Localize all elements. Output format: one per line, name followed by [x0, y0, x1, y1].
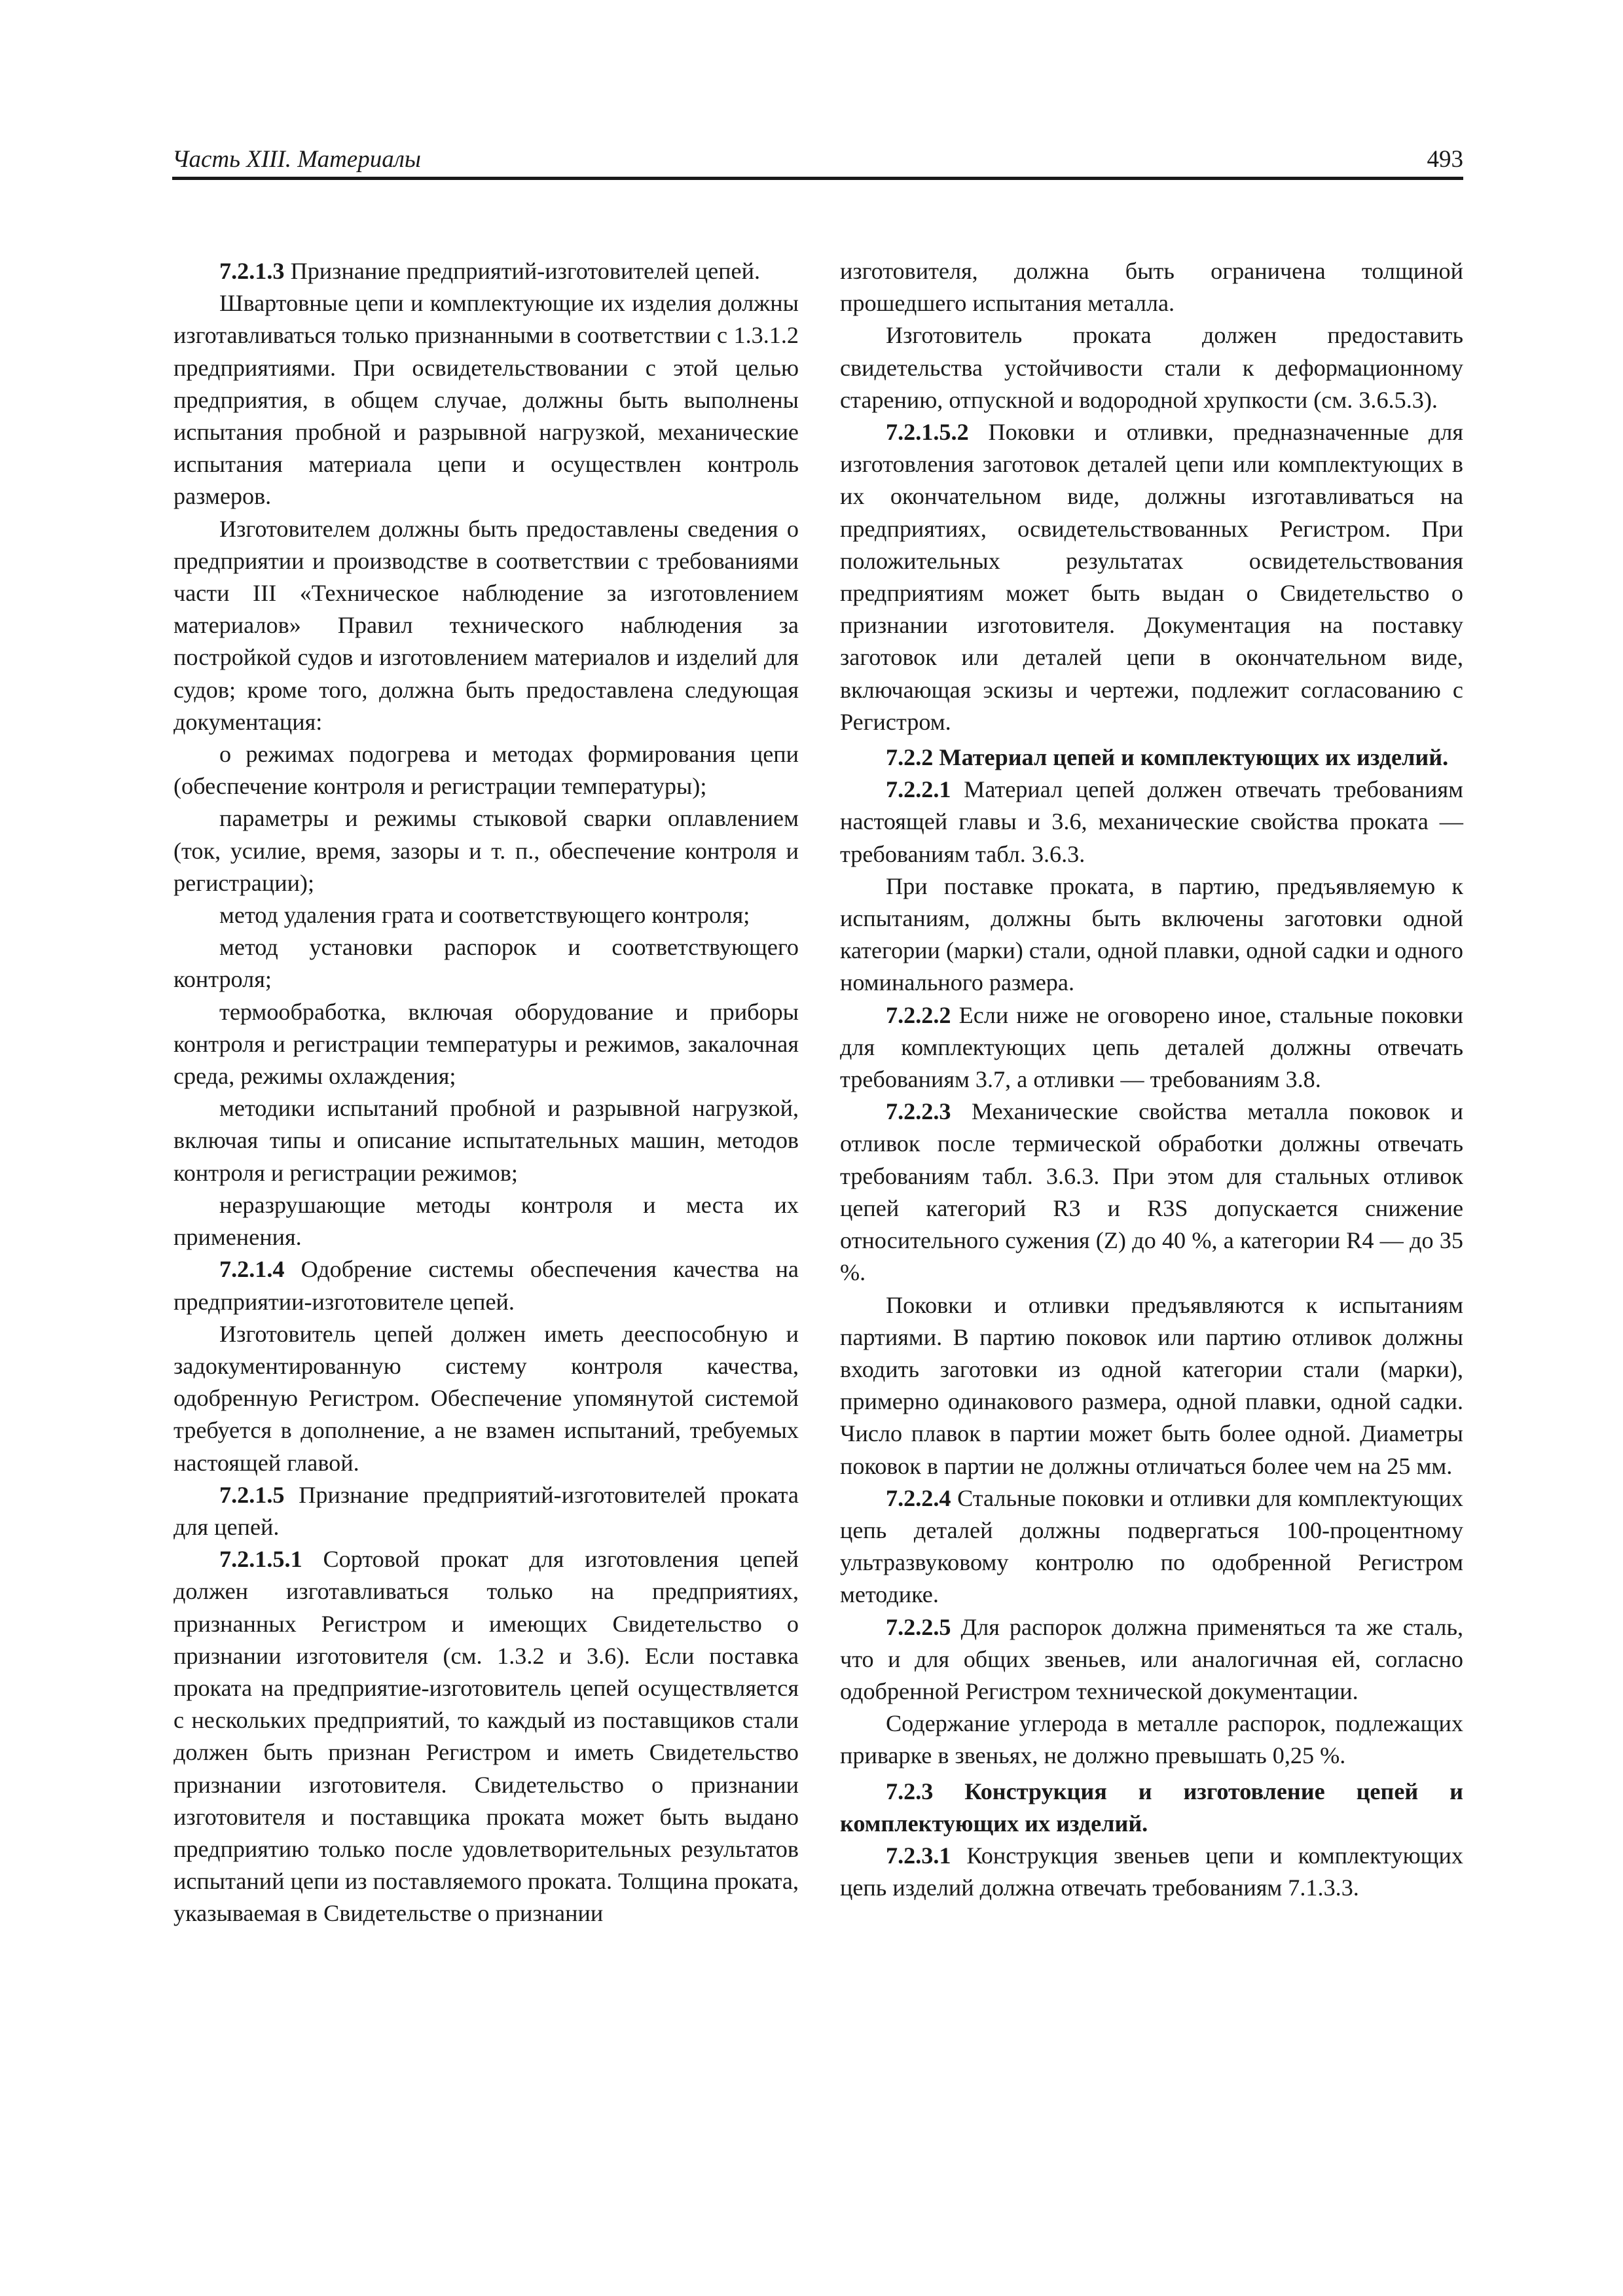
clause-number: 7.2.3.1: [886, 1842, 951, 1869]
paragraph-text: Для распорок должна применяться та же сталь, что и для общих звеньев, или аналогичная ей, согласно одобренной Регистром технической документации.: [840, 1613, 1463, 1704]
paragraph-text: Если ниже не оговорено иное, стальные поковки для комплектующих цепь деталей должны отвечать требованиям 3.7, а отливки — требованиям 3.8.: [840, 1001, 1463, 1093]
clause-number: 7.2.3 Конструкция и изготовление цепей и комплектующих их изделий.: [840, 1778, 1463, 1837]
paragraph-text: Конструкция звеньев цепи и комплектующих цепь изделий должна отвечать требованиям 7.1.3.3.: [840, 1842, 1463, 1901]
paragraph: [840, 1611, 1463, 1708]
paragraph-text: Механические свойства металла поковок и отливок после термической обработки должны отвечать требованиям табл. 3.6.3. При этом для стальных отливок цепей категорий R3 и R3S допускается снижение относительного сужения (Z) до 40 %, а категории R4 — до 35 %.: [840, 1098, 1463, 1286]
header-rule: [172, 177, 1463, 180]
paragraph: [173, 287, 799, 512]
clause-number: 7.2.2.5: [886, 1613, 951, 1640]
paragraph-text: Поковки и отливки предъявляются к испытаниям партиями. В партию поковок или партию отливок должны входить заготовки из одной категории стали (марки), примерно одинакового размера, одной плавки, одной садки. Число плавок в партии может быть более одной. Диаметры поковок в партии не должны отличаться более чем на 25 мм.: [840, 1291, 1463, 1479]
paragraph: [840, 870, 1463, 999]
paragraph: [173, 1189, 799, 1253]
paragraph: [173, 1479, 799, 1543]
paragraph: [173, 1318, 799, 1479]
paragraph-text: термообработка, включая оборудование и приборы контроля и регистрации температуры и режимов, закалочная среда, режимы охлаждения;: [173, 998, 799, 1090]
left-column: [173, 255, 799, 1930]
paragraph-text: метод установки распорок и соответствующего контроля;: [173, 934, 799, 993]
paragraph: [840, 999, 1463, 1096]
clause-number: 7.2.1.5: [219, 1481, 285, 1508]
paragraph: [840, 1096, 1463, 1289]
running-title: Часть XIII. Материалы: [172, 146, 421, 173]
paragraph: [840, 319, 1463, 416]
paragraph-text: Поковки и отливки, предназначенные для изготовления заготовок деталей цепи или комплектующих в их окончательном виде, должны изготавливаться на предприятиях, освидетельствованных Регистром. При положительных результатах освидетельствования предприятиям может быть выдан о Свидетельство о признании изготовителя. Документация на поставку заготовок или деталей цепи в окончательном виде, включающая эскизы и чертежи, подлежит согласованию с Регистром.: [840, 419, 1463, 735]
paragraph: [840, 774, 1463, 870]
paragraph: [173, 738, 799, 802]
paragraph: [173, 1543, 799, 1929]
paragraph: [840, 1840, 1463, 1904]
paragraph-text: о режимах подогрева и методах формирования цепи (обеспечение контроля и регистрации температуры);: [173, 741, 799, 800]
paragraph-text: метод удаления грата и соответствующего контроля;: [219, 902, 750, 929]
clause-number: 7.2.1.5.2: [886, 419, 969, 446]
right-column: [840, 255, 1463, 1904]
paragraph-text: Стальные поковки и отливки для комплектующих цепь деталей должны подвергаться 100-процентному ультразвуковому контролю по одобренной Регистром методике.: [840, 1484, 1463, 1608]
paragraph-text: Признание предприятий-изготовителей проката для цепей.: [173, 1481, 799, 1540]
paragraph: [173, 513, 799, 738]
paragraph: [173, 1092, 799, 1189]
paragraph-text: Содержание углерода в металле распорок, подлежащих приварке в звеньях, не должно превышать 0,25 %.: [840, 1710, 1463, 1769]
paragraph: [173, 996, 799, 1093]
clause-number: 7.2.2.1: [886, 776, 951, 803]
section-heading: [840, 1776, 1463, 1840]
paragraph-text: Сортовой прокат для изготовления цепей должен изготавливаться только на предприятиях, признанных Регистром и имеющих Свидетельство о признании изготовителя (см. 1.3.2 и 3.6). Если поставка проката на предприятие-изготовитель цепей осуществляется с нескольких предприятий, то каждый из поставщиков стали должен быть признан Регистром и иметь Свидетельство признании изготовителя. Свидетельство о признании изготовителя и поставщика проката может быть выдано предприятию только после удовлетворительных результатов испытаний цепи из поставляемого проката. Толщина проката, указываемая в Свидетельстве о признании: [173, 1546, 799, 1927]
paragraph-text: При поставке проката, в партию, предъявляемую к испытаниям, должны быть включены заготовки одной категории (марки) стали, одной плавки, одной садки и одного номинального размера.: [840, 872, 1463, 996]
paragraph: [840, 255, 1463, 319]
clause-number: 7.2.2.4: [886, 1484, 951, 1511]
paragraph: [173, 255, 799, 287]
paragraph: [840, 1289, 1463, 1482]
clause-number: 7.2.1.3: [219, 258, 285, 284]
paragraph: [840, 1482, 1463, 1611]
paragraph-text: параметры и режимы стыковой сварки оплавлением (ток, усилие, время, зазоры и т. п., обеспечение контроля и регистрации);: [173, 805, 799, 896]
paragraph-text: неразрушающие методы контроля и места их применения.: [173, 1191, 799, 1251]
paragraph: [173, 802, 799, 899]
clause-number: 7.2.1.4: [219, 1256, 285, 1283]
running-header: [172, 145, 1463, 179]
clause-number: 7.2.2.2: [886, 1001, 951, 1028]
paragraph-text: Изготовитель цепей должен иметь дееспособную и задокументированную систему контроля качества, одобренную Регистром. Обеспечение упомянутой системой требуется в дополнение, а не взамен испытаний, требуемых настоящей главой.: [173, 1320, 799, 1476]
paragraph-text: изготовителя, должна быть ограничена толщиной прошедшего испытания металла.: [840, 258, 1463, 317]
paragraph-text: Изготовитель проката должен предоставить свидетельства устойчивости стали к деформационному старению, отпускной и водородной хрупкости (см. 3.6.5.3).: [840, 322, 1463, 413]
paragraph-text: Материал цепей должен отвечать требованиям настоящей главы и 3.6, механические свойства проката — требованиям табл. 3.6.3.: [840, 776, 1463, 867]
paragraph: [173, 899, 799, 931]
paragraph: [840, 1708, 1463, 1772]
clause-number: 7.2.2.3: [886, 1098, 951, 1125]
section-heading: [840, 742, 1463, 774]
paragraph-text: методики испытаний пробной и разрывной нагрузкой, включая типы и описание испытательных машин, методов контроля и регистрации режимов;: [173, 1095, 799, 1186]
page-number: 493: [1427, 146, 1463, 173]
paragraph: [840, 416, 1463, 738]
paragraph-text: Признание предприятий-изготовителей цепей.: [284, 258, 761, 284]
clause-number: 7.2.1.5.1: [219, 1546, 302, 1573]
paragraph: [173, 1253, 799, 1318]
clause-number: 7.2.2 Материал цепей и комплектующих их изделий.: [886, 744, 1449, 771]
paragraph-text: Швартовные цепи и комплектующие их изделия должны изготавливаться только признанными в соответствии с 1.3.1.2 предприятиями. При освидетельствовании с этой целью предприятия, в общем случае, должны быть выполнены испытания пробной и разрывной нагрузкой, механические испытания материала цепи и осуществлен контроль размеров.: [173, 290, 799, 510]
paragraph: [173, 931, 799, 996]
paragraph-text: Одобрение системы обеспечения качества на предприятии-изготовителе цепей.: [173, 1256, 799, 1315]
paragraph-text: Изготовителем должны быть предоставлены сведения о предприятии и производстве в соответствии с требованиями части III «Техническое наблюдение за изготовлением материалов» Правил технического наблюдения за постройкой судов и изготовлением материалов и изделий для судов; кроме того, должна быть предоставлена следующая документация:: [173, 515, 799, 735]
